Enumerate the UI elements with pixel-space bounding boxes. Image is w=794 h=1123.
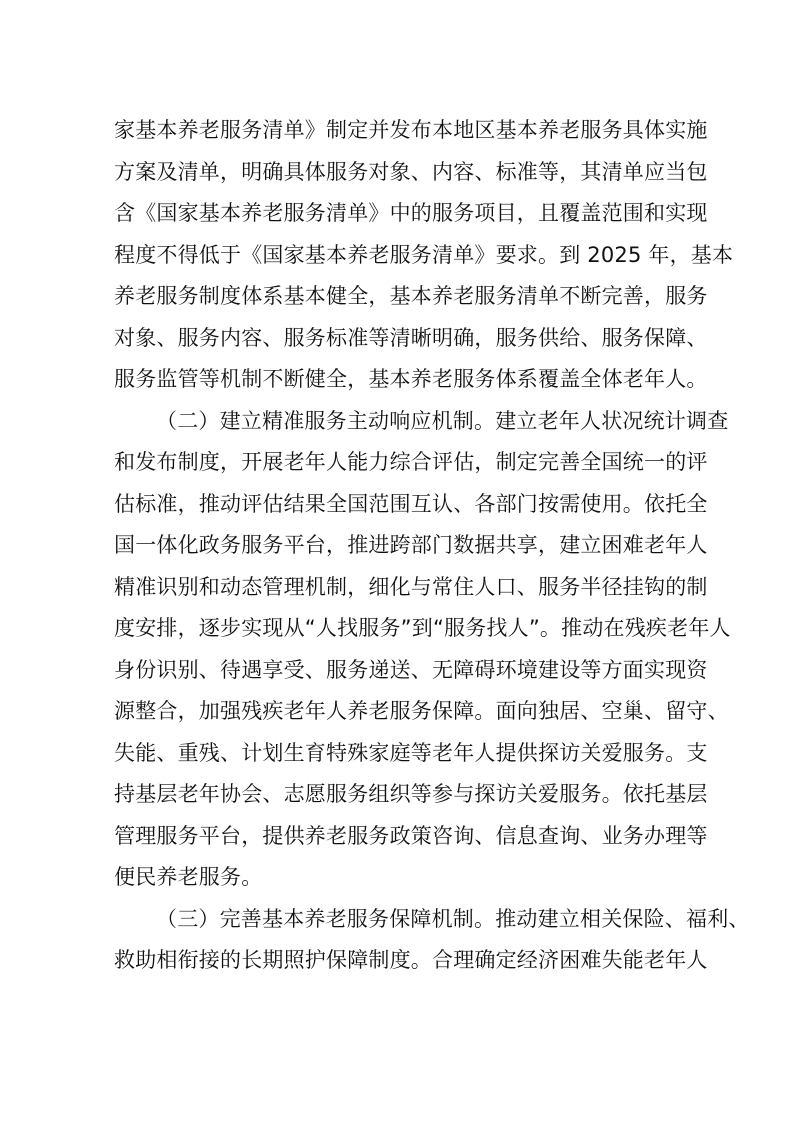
document-body	[114, 110, 750, 982]
text-line: 和发布制度，开展老年人能力综合评估，制定完善全国统一的评	[114, 450, 708, 474]
text-line: 服务监管等机制不断健全，基本养老服务体系覆盖全体老年人。	[114, 367, 708, 391]
text-line: 估标准，推动评估结果全国范围互认、各部门按需使用。依托全	[114, 491, 708, 516]
text-line: 国一体化政务服务平台，推进跨部门数据共享，建立困难老年人	[114, 533, 708, 557]
text-line: 管理服务平台，提供养老服务政策咨询、信息查询、业务办理等	[114, 823, 708, 848]
text-line: 度安排，逐步实现从“人找服务”到“服务找人”。推动在残疾老年人	[114, 616, 731, 640]
text-line: 救助相衔接的长期照护保障制度。合理确定经济困难失能老年人	[114, 948, 708, 972]
section-heading-line: （二）建立精准服务主动响应机制。建立老年人状况统计调查	[156, 408, 729, 433]
text-line: 家基本养老服务清单》制定并发布本地区基本养老服务具体实施	[114, 118, 708, 142]
text-line: 养老服务制度体系基本健全，基本养老服务清单不断完善，服务	[114, 284, 708, 308]
text-line: 持基层老年协会、志愿服务组织等参与探访关爱服务。依托基层	[114, 782, 708, 806]
text-line: 精准识别和动态管理机制，细化与常住人口、服务半径挂钩的制	[114, 574, 708, 599]
section-heading-line: （三）完善基本养老服务保障机制。推动建立相关保险、福利、	[156, 906, 750, 931]
text-line: 程度不得低于《国家基本养老服务清单》要求。到 2025 年，基本	[114, 242, 734, 267]
text-line: 失能、重残、计划生育特殊家庭等老年人提供探访关爱服务。支	[114, 740, 708, 765]
text-line: 身份识别、待遇享受、服务递送、无障碍环境建设等方面实现资	[114, 657, 708, 682]
text-line: 对象、服务内容、服务标准等清晰明确，服务供给、服务保障、	[114, 325, 708, 350]
text-line: 便民养老服务。	[114, 865, 263, 889]
text-line: 含《国家基本养老服务清单》中的服务项目，且覆盖范围和实现	[114, 201, 708, 225]
text-line: 方案及清单，明确具体服务对象、内容、标准等，其清单应当包	[114, 159, 708, 184]
text-line: 源整合，加强残疾老年人养老服务保障。面向独居、空巢、留守、	[114, 699, 729, 723]
